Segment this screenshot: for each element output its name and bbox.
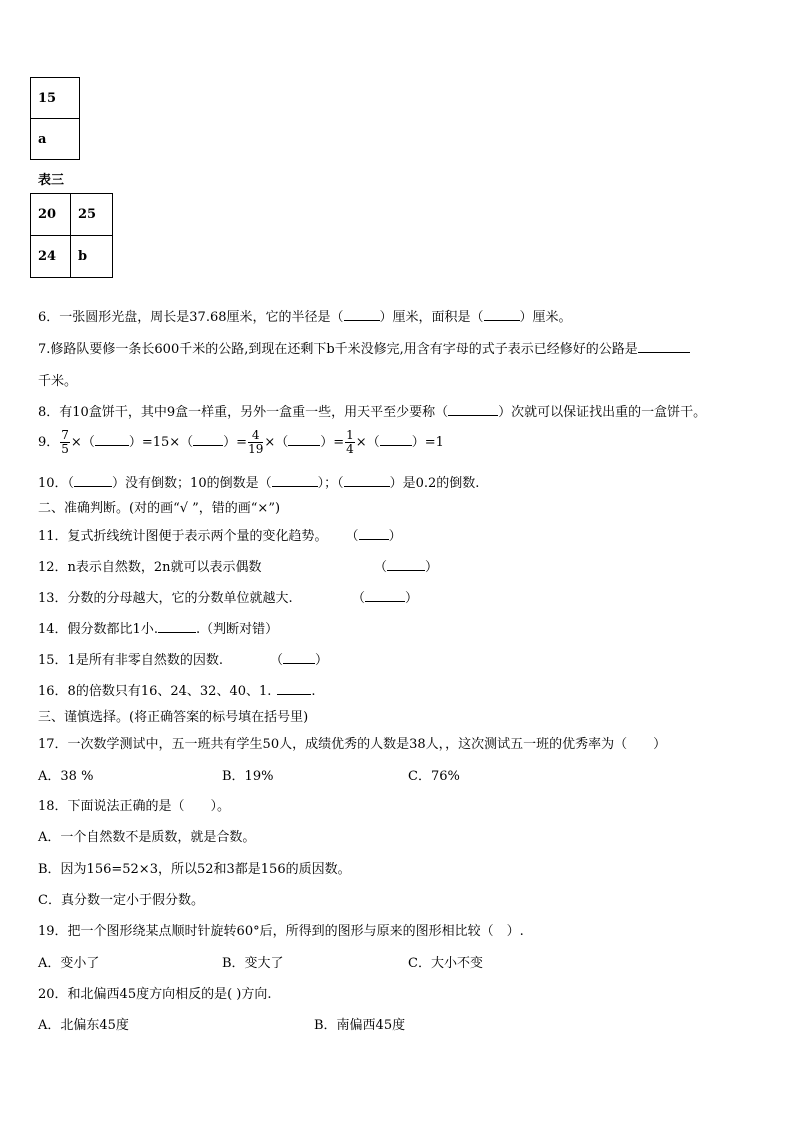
- option-c[interactable]: C．真分数一定小于假分数。: [38, 893, 204, 908]
- answer-blank[interactable]: [193, 433, 223, 446]
- question-text: ）厘米，面积是（: [379, 310, 484, 325]
- table-cell: 15: [31, 78, 80, 119]
- fraction: [60, 429, 70, 456]
- answer-paren: [270, 649, 328, 668]
- table-cell: b: [71, 236, 113, 278]
- question-text: 7.修路队要修一条长600千米的公路,到现在还剩下b千米没修完,用含有字母的式子表示已经修好的公路是: [38, 342, 638, 357]
- option-b[interactable]: B．因为156=52×3，所以52和3都是156的质因数。: [38, 862, 351, 877]
- table-three: [30, 193, 113, 278]
- paren: ）: [388, 529, 402, 544]
- question-text: 14．假分数都比1小.: [38, 622, 158, 637]
- answer-blank[interactable]: [288, 433, 320, 446]
- answer-blank[interactable]: [448, 403, 498, 416]
- paren: ）: [405, 591, 419, 606]
- numerator: 1: [346, 428, 354, 442]
- option-a[interactable]: A．变小了: [38, 956, 100, 971]
- answer-blank[interactable]: [344, 474, 390, 487]
- denominator: 5: [61, 442, 69, 456]
- question-text: 15．1是所有非零自然数的因数.: [38, 653, 223, 668]
- paren: （: [345, 529, 359, 544]
- section-heading: 二、准确判断。(对的画“√ ”，错的画“×”): [38, 501, 281, 516]
- question-17: 17．一次数学测试中，五一班共有学生50人，成绩优秀的人数是38人，，这次测试五一班的优秀率为（ ）: [38, 737, 667, 752]
- question-text: ）没有倒数；10的倒数是（: [112, 476, 272, 491]
- option-b[interactable]: B．19%: [222, 769, 274, 784]
- table-cell: 20: [31, 194, 71, 236]
- numerator: 4: [248, 429, 263, 443]
- question-text: 6．一张圆形光盘，周长是37.68厘米，它的半径是（: [38, 310, 344, 325]
- question-text: 10．（: [38, 476, 75, 491]
- table-caption: 表三: [38, 173, 65, 188]
- option-a[interactable]: A．38 %: [38, 769, 94, 784]
- denominator: 19: [248, 442, 264, 456]
- table-two: [30, 77, 80, 160]
- question-number: 9．: [38, 435, 60, 450]
- question-text: ）次就可以保证找出重的一盒饼干。: [498, 405, 707, 420]
- question-7: [38, 338, 690, 357]
- answer-paren: [374, 556, 438, 575]
- question-10: [38, 472, 479, 491]
- question-18: 18．下面说法正确的是（ ）。: [38, 799, 231, 814]
- question-12: [38, 556, 262, 575]
- table-cell: a: [31, 119, 80, 160]
- option-c[interactable]: C．大小不变: [408, 956, 483, 971]
- option-a[interactable]: A．北偏东45度: [38, 1018, 129, 1033]
- answer-blank[interactable]: [283, 651, 315, 664]
- question-text: ）=1: [411, 435, 444, 450]
- question-15: [38, 649, 223, 668]
- answer-blank[interactable]: [365, 589, 405, 602]
- answer-paren: [352, 587, 418, 606]
- question-text: 16．8的倍数只有16、24、32、40、1.: [38, 684, 272, 699]
- question-11: [38, 525, 402, 544]
- question-7-cont: 千米。: [38, 374, 78, 389]
- denominator: 4: [346, 442, 354, 456]
- answer-blank[interactable]: [95, 433, 129, 446]
- question-19: 19．把一个图形绕某点顺时针旋转60°后，所得到的图形与原来的图形相比较（ ）.: [38, 924, 524, 939]
- question-8: [38, 401, 706, 420]
- answer-blank[interactable]: [387, 558, 425, 571]
- answer-blank[interactable]: [344, 308, 380, 321]
- question-text: 8．有10盒饼干，其中9盒一样重，另外一盒重一些，用天平至少要称（: [38, 405, 449, 420]
- option-b[interactable]: B．变大了: [222, 956, 284, 971]
- question-text: .: [311, 684, 316, 699]
- option-a[interactable]: A．一个自然数不是质数，就是合数。: [38, 830, 256, 845]
- paren: （: [374, 560, 388, 575]
- answer-blank[interactable]: [380, 433, 412, 446]
- option-c[interactable]: C．76%: [408, 769, 460, 784]
- answer-blank[interactable]: [158, 620, 196, 633]
- question-text: ）=: [320, 435, 345, 450]
- answer-blank[interactable]: [359, 527, 389, 540]
- numerator: 7: [61, 428, 69, 442]
- question-text: ）厘米。: [519, 310, 572, 325]
- table-cell: 25: [71, 194, 113, 236]
- option-b[interactable]: B．南偏西45度: [314, 1018, 406, 1033]
- fraction: [345, 429, 355, 456]
- question-text: ）=15×（: [128, 435, 194, 450]
- question-text: ）是0.2的倒数.: [389, 476, 480, 491]
- question-text: 11．复式折线统计图便于表示两个量的变化趋势。: [38, 529, 328, 544]
- question-16: [38, 680, 316, 699]
- question-text: ）；（: [317, 476, 344, 491]
- question-text: 12．n表示自然数，2n就可以表示偶数: [38, 560, 262, 575]
- paren: ）: [315, 653, 329, 668]
- paren: ）: [425, 560, 439, 575]
- paren: （: [352, 591, 366, 606]
- question-text: 13．分数的分母越大，它的分数单位就越大.: [38, 591, 293, 606]
- question-9: [38, 429, 444, 456]
- question-text: .（判断对错）: [195, 622, 279, 637]
- answer-blank[interactable]: [484, 308, 520, 321]
- question-13: [38, 587, 293, 606]
- question-text: ×（: [264, 435, 289, 450]
- question-text: ）=: [223, 435, 248, 450]
- question-text: ×（: [70, 435, 95, 450]
- fraction: [248, 429, 263, 456]
- question-14: [38, 618, 278, 637]
- paren: （: [270, 653, 284, 668]
- question-20: 20．和北偏西45度方向相反的是( )方向.: [38, 987, 272, 1002]
- answer-blank[interactable]: [277, 682, 311, 695]
- answer-blank[interactable]: [272, 474, 318, 487]
- section-heading: 三、谨慎选择。(将正确答案的标号填在括号里): [38, 710, 309, 725]
- answer-blank[interactable]: [74, 474, 112, 487]
- question-6: [38, 306, 572, 325]
- question-text: ×（: [355, 435, 380, 450]
- table-cell: 24: [31, 236, 71, 278]
- answer-blank[interactable]: [638, 340, 690, 353]
